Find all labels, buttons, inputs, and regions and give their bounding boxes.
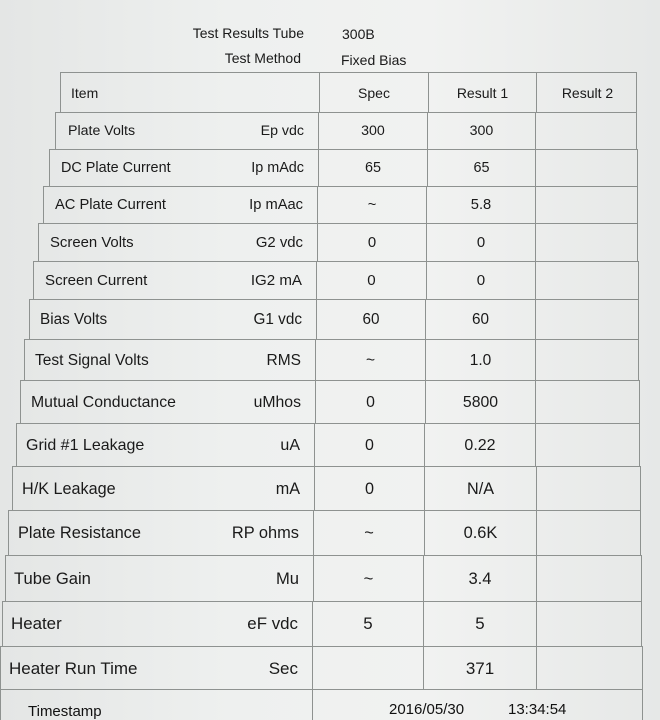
table-row <box>29 299 639 339</box>
result1-value: 0 <box>476 272 486 289</box>
table-row <box>55 112 637 149</box>
result1-value: 65 <box>473 160 490 176</box>
item-unit: Ip mAac <box>249 197 303 213</box>
spec-value: 65 <box>364 160 381 176</box>
table-row <box>33 261 639 299</box>
item-unit: mA <box>275 480 300 498</box>
spec-value: ~ <box>364 524 374 542</box>
spec-value: 300 <box>361 123 385 139</box>
item-name: AC Plate Current <box>55 197 167 213</box>
result1-value: 5 <box>475 614 485 633</box>
table-row <box>16 423 640 466</box>
result1-value: 1.0 <box>469 352 492 369</box>
item-unit: RMS <box>266 352 301 369</box>
table-row <box>2 601 642 646</box>
table-row <box>43 186 638 223</box>
table-row <box>5 555 642 601</box>
spec-value: 60 <box>362 311 380 328</box>
spec-value: 0 <box>367 272 376 289</box>
timestamp-label: Timestamp <box>28 703 102 720</box>
result1-value: 5.8 <box>470 197 492 213</box>
column-header-result2: Result 2 <box>561 85 614 101</box>
table-row <box>8 510 641 555</box>
spec-value: 0 <box>367 235 377 251</box>
spec-value: 0 <box>364 480 374 498</box>
tube-value: 300B <box>342 26 375 42</box>
column-header-item: Item <box>71 85 99 101</box>
item-name: Mutual Conductance <box>31 394 176 411</box>
item-name: DC Plate Current <box>61 160 171 176</box>
table-row <box>38 223 638 261</box>
item-unit: uA <box>280 437 300 454</box>
item-name: H/K Leakage <box>22 480 116 498</box>
result1-value: 5800 <box>462 394 499 411</box>
item-name: Heater <box>11 614 62 633</box>
item-name: Test Signal Volts <box>35 352 149 369</box>
tube-label: Test Results Tube <box>192 25 304 41</box>
spec-value: ~ <box>363 569 374 588</box>
item-name: Plate Resistance <box>18 524 141 542</box>
table-row <box>49 149 638 186</box>
spec-value: 5 <box>363 614 373 633</box>
item-unit: RP ohms <box>231 524 299 542</box>
item-unit: G2 vdc <box>255 235 303 251</box>
table-row <box>0 646 643 689</box>
table-header-row <box>60 72 637 112</box>
result1-value: 371 <box>465 659 495 678</box>
result1-value: 0.6K <box>463 524 498 542</box>
result1-value: 300 <box>469 123 494 139</box>
spec-value: 0 <box>365 437 374 454</box>
timestamp-time: 13:34:54 <box>508 701 567 718</box>
result1-value: 0 <box>476 235 486 251</box>
spec-value: ~ <box>367 197 377 213</box>
item-name: Grid #1 Leakage <box>26 437 145 454</box>
item-unit: IG2 mA <box>250 272 302 289</box>
table-row <box>12 466 641 510</box>
item-unit: Mu <box>275 569 299 588</box>
spec-value: ~ <box>365 352 376 369</box>
item-unit: Sec <box>268 659 298 678</box>
test-method-label: Test Method <box>224 50 301 66</box>
table-row <box>24 339 639 380</box>
item-name: Screen Current <box>45 272 148 289</box>
item-name: Plate Volts <box>68 123 136 139</box>
item-unit: Ep vdc <box>260 123 304 139</box>
item-unit: Ip mAdc <box>251 160 304 176</box>
item-name: Heater Run Time <box>9 659 138 678</box>
timestamp-date: 2016/05/30 <box>389 701 465 718</box>
result1-value: N/A <box>467 480 494 498</box>
result1-value: 3.4 <box>468 569 492 588</box>
item-name: Screen Volts <box>50 235 134 251</box>
column-header-spec: Spec <box>358 85 390 101</box>
item-name: Tube Gain <box>14 569 91 588</box>
item-unit: uMhos <box>253 394 301 411</box>
table-row <box>20 380 640 423</box>
item-unit: eF vdc <box>247 614 298 633</box>
result1-value: 0.22 <box>464 437 496 454</box>
item-unit: G1 vdc <box>253 311 302 328</box>
column-header-result1: Result 1 <box>456 85 509 101</box>
result1-value: 60 <box>471 311 489 328</box>
test-method-value: Fixed Bias <box>341 52 407 68</box>
item-name: Bias Volts <box>40 311 108 328</box>
spec-value: 0 <box>366 394 375 411</box>
